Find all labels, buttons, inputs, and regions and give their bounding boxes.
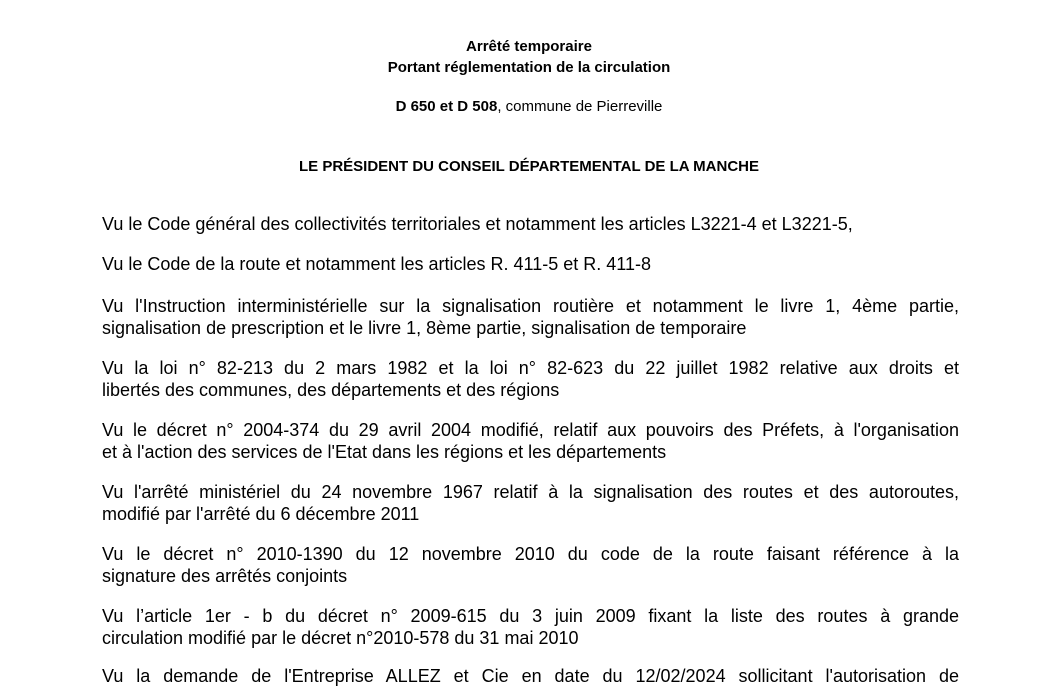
paragraph-line: Vu la demande de l'Entreprise ALLEZ et Cie en date du 12/02/2024 sollicitant l'autorisation de — [102, 666, 959, 686]
paragraph-5 — [102, 419, 959, 463]
decree-roads — [0, 97, 1058, 117]
paragraph-3 — [102, 295, 959, 339]
decree-roads-bold: D 650 et D 508 — [395, 98, 498, 115]
decree-title — [0, 37, 1058, 57]
paragraph-line: et à l'action des services de l'Etat dans les régions et les départements — [102, 442, 667, 462]
authority-heading: LE PRÉSIDENT DU CONSEIL DÉPARTEMENTAL DE LA MANCHE — [298, 158, 760, 175]
paragraph-8 — [102, 605, 959, 649]
paragraph-line: Vu le Code général des collectivités territoriales et notamment les articles L3221-4 et L3221-5, — [102, 214, 853, 234]
decree-roads-rest: , commune de Pierreville — [497, 98, 663, 115]
paragraph-6 — [102, 481, 959, 525]
paragraph-line: Vu l’article 1er - b du décret n° 2009-615 du 3 juin 2009 fixant la liste des routes à grande — [102, 606, 959, 626]
decree-subtitle — [0, 58, 1058, 78]
paragraph-9 — [102, 665, 959, 687]
paragraph-line: circulation modifié par le décret n°2010-578 du 31 mai 2010 — [102, 628, 579, 648]
decree-title-text: Arrêté temporaire — [466, 38, 592, 55]
paragraph-line: modifié par l'arrêté du 6 décembre 2011 — [102, 504, 420, 524]
paragraph-line: Vu l'arrêté ministériel du 24 novembre 1967 relatif à la signalisation des routes et des autoroutes, — [102, 482, 959, 502]
paragraph-line: Vu le décret n° 2004-374 du 29 avril 2004 modifié, relatif aux pouvoirs des Préfets, à l'organisation — [102, 420, 959, 440]
decree-subtitle-text: Portant réglementation de la circulation — [387, 59, 671, 76]
paragraph-7 — [102, 543, 959, 587]
paragraph-line: Vu la loi n° 82-213 du 2 mars 1982 et la loi n° 82-623 du 22 juillet 1982 relative aux droits et — [102, 358, 959, 378]
paragraph-1 — [102, 213, 959, 235]
paragraph-line: libertés des communes, des départements et des régions — [102, 380, 560, 400]
paragraph-line: Vu le décret n° 2010-1390 du 12 novembre 2010 du code de la route faisant référence à la — [102, 544, 959, 564]
paragraph-2 — [102, 253, 959, 275]
paragraph-line: Vu l'Instruction interministérielle sur la signalisation routière et notamment le livre 1, 4ème partie, — [102, 296, 959, 316]
paragraph-line: signalisation de prescription et le livre 1, 8ème partie, signalisation de temporaire — [102, 318, 747, 338]
paragraph-4 — [102, 357, 959, 401]
paragraph-line: signature des arrêtés conjoints — [102, 566, 348, 586]
paragraph-line: Vu le Code de la route et notamment les articles R. 411-5 et R. 411-8 — [102, 254, 651, 274]
